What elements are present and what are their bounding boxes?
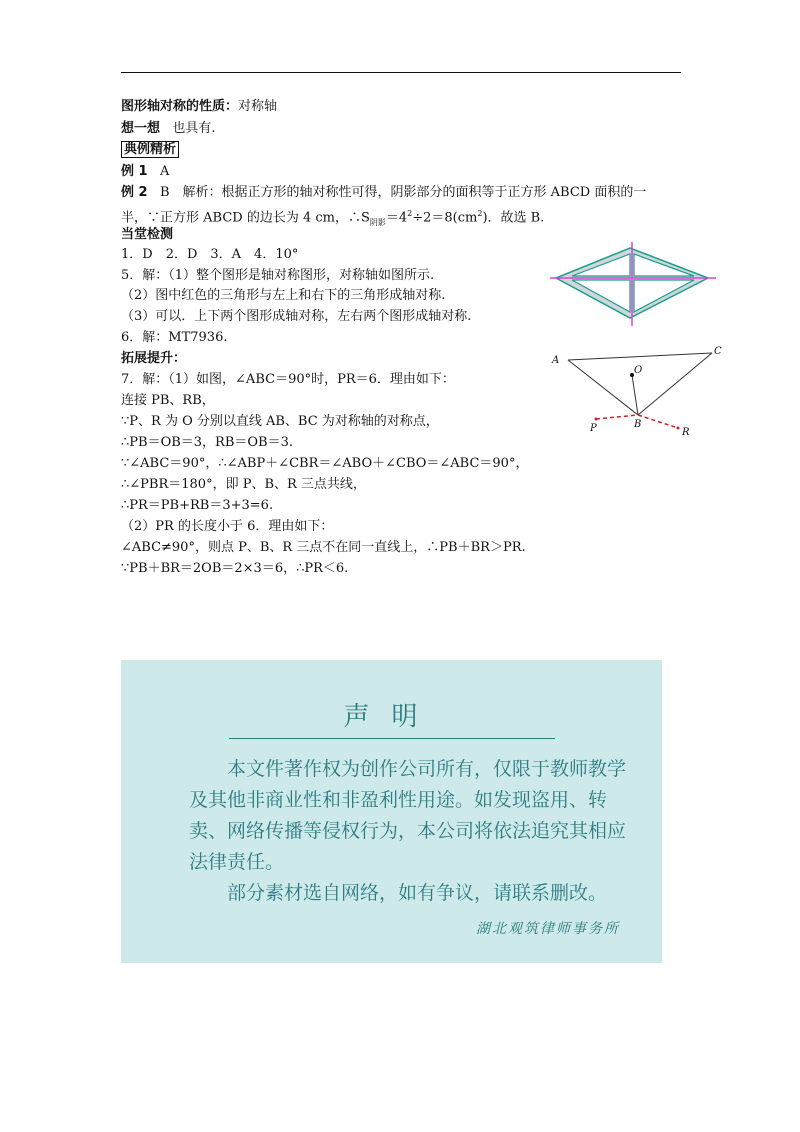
copyright-notice [121,660,662,963]
check-line-3: （2）图中红色的三角形与左上和右下的三角形成轴对称. [121,288,446,303]
example2-text: B 解析：根据正方形的轴对称性可得，阴影部分的面积等于正方形 ABCD 面积的一 [159,185,647,200]
triangle-figure [550,345,730,440]
example2-eq1: ＝4 [385,210,408,226]
example1-answer: A [159,164,170,179]
shaded-subscript: 阴影 [369,217,386,227]
check-line-5: 6．解：MT7936. [121,330,228,345]
extend-line-3: ∵P、R 为 O 分别以直线 AB、BC 为对称轴的对称点， [121,414,439,429]
segment-cb [638,353,712,415]
exp2: 2 [477,209,483,218]
extend-line-5: ∵∠ABC＝90°，∴∠ABP＋∠CBR＝∠ABO＋∠CBO＝∠ABC＝90°， [121,456,529,471]
property-label: 图形轴对称的性质： [121,99,239,114]
label-r: R [682,427,690,438]
notice-title: 声明 [343,702,440,732]
check-heading-line [121,226,173,244]
think-line [121,120,216,138]
extend-line-8: （2）PR 的长度小于 6．理由如下： [121,519,334,534]
property-text: 对称轴 [238,99,278,114]
examples-heading-line [121,141,179,159]
segment-pb [596,415,638,419]
example2-line2 [121,205,544,232]
label-b: B [634,419,642,430]
exp1: 2 [407,209,413,218]
think-label: 想一想 [121,121,161,136]
notice-divider [229,738,555,739]
extend-heading-line [121,350,186,368]
label-a: A [552,355,560,366]
white-triangle-bottom-left [572,280,630,312]
notice-paragraph-2: 部分素材选自网络，如有争议，请联系删改。 [227,882,608,904]
extend-line-1: 7．解：（1）如图，∠ABC＝90°时，PR＝6．理由如下： [121,372,455,387]
extend-line-4: ∴PB＝OB＝3，RB＝OB＝3. [121,435,294,450]
segment-ab [568,360,638,415]
white-triangle-bottom-right [634,280,694,312]
check-line-1: 1．D 2．D 3．A 4．10° [121,247,299,262]
check-line-4: （3）可以．上下两个图形成轴对称，左右两个图形成轴对称. [121,309,472,324]
white-triangle-top-right [634,254,694,276]
example2-line [121,184,646,202]
label-o: O [634,365,643,376]
extend-line-9: ∠ABC≠90°，则点 P、B、R 三点不在同一直线上，∴PB＋BR＞PR. [121,540,526,555]
top-rule [121,72,681,73]
notice-paragraph-1: 本文件著作权为创作公司所有，仅限于教师教学及其他非商业性和非盈利性用途。如发现盗用、转卖、网络传播等侵权行为，本公司将依法追究其相应法律责任。 [189,758,627,873]
property-line [121,98,277,116]
example1-line [121,163,169,181]
check-line-2: 5．解：（1）整个图形是轴对称图形，对称轴如图所示. [121,268,435,283]
extend-line-2: 连接 PB、RB， [121,393,215,408]
extend-line-7: ∴PR＝PB+RB＝3+3=6. [121,498,274,513]
check-heading: 当堂检测 [121,227,174,242]
rhombus-figure [548,240,718,330]
example2-label: 例 2 [121,185,148,200]
notice-body [189,754,629,909]
example1-label: 例 1 [121,164,148,179]
extend-line-6: ∴∠PBR＝180°，即 P、B、R 三点共线， [121,477,366,492]
extend-line-10: ∵PB＋BR＝2OB＝2×3＝6，∴PR＜6. [121,561,349,576]
example2-end: )．故选 B. [482,210,545,226]
example2-eq2: ÷2＝8(cm [412,210,478,226]
label-c: C [714,346,722,357]
segment-ob [632,375,638,415]
extend-heading: 拓展提升： [121,351,187,366]
segment-ac [568,353,712,360]
white-triangle-top-left [572,254,630,276]
think-text: 也具有. [172,121,216,136]
segment-br [638,415,678,428]
label-p: P [590,423,597,434]
point-r [677,427,680,430]
example2-text-2: 半，∵正方形 ABCD 的边长为 4 cm，∴S [121,210,370,226]
examples-heading: 典例精析 [121,141,179,158]
point-p [595,418,598,421]
notice-signature: 湖北观筑律师事务所 [476,921,620,937]
